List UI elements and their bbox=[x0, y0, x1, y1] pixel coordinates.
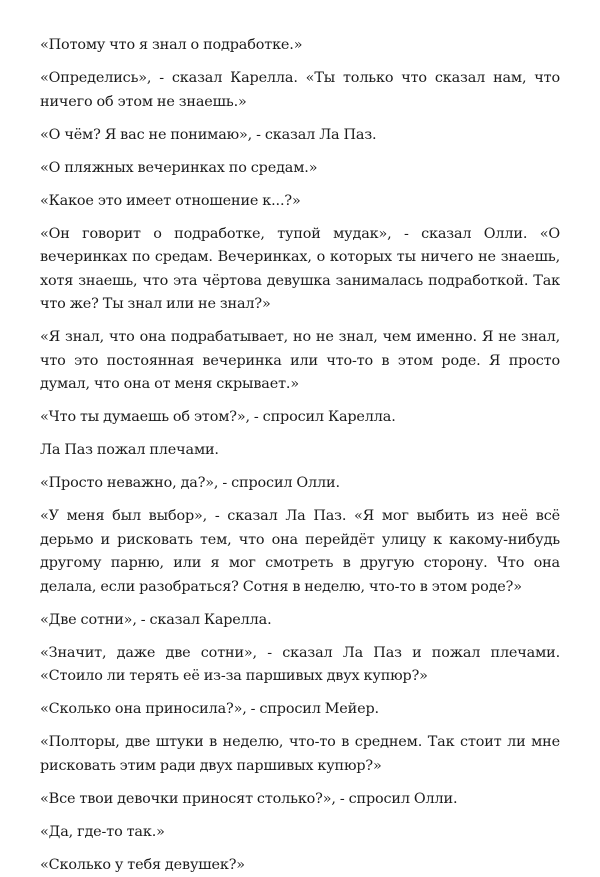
paragraph-5: «Какое это имеет отношение к...?» bbox=[40, 190, 560, 214]
paragraph-2: «Определись», - сказал Карелла. «Ты только что сказал нам, что ничего об этом не знаешь.» bbox=[40, 67, 560, 114]
paragraph-14: «Сколько она приносила?», - спросил Мейер. bbox=[40, 698, 560, 722]
paragraph-6: «Он говорит о подработке, тупой мудак», - сказал Олли. «О вечеринках по средам. Вечеринках, о которых ты ничего не знаешь, хотя знаешь, что эта чёртова девушка занималась подработкой. Так что же? Ты знал или не знал?» bbox=[40, 223, 560, 317]
paragraph-9: Ла Паз пожал плечами. bbox=[40, 439, 560, 463]
paragraph-15: «Полторы, две штуки в неделю, что-то в среднем. Так стоит ли мне рисковать этим ради двух паршивых купюр?» bbox=[40, 731, 560, 778]
paragraph-1: «Потому что я знал о подработке.» bbox=[40, 34, 560, 58]
paragraph-11: «У меня был выбор», - сказал Ла Паз. «Я мог выбить из неё всё дерьмо и рисковать тем, что она перейдёт улицу к какому-нибудь другому парню, или я мог смотреть в другую сторону. Что она делала, если разобраться? Сотня в неделю, что-то в этом роде?» bbox=[40, 505, 560, 599]
paragraph-12: «Две сотни», - сказал Карелла. bbox=[40, 609, 560, 633]
paragraph-8: «Что ты думаешь об этом?», - спросил Карелла. bbox=[40, 406, 560, 430]
paragraph-4: «О пляжных вечеринках по средам.» bbox=[40, 157, 560, 181]
paragraph-18: «Сколько у тебя девушек?» bbox=[40, 854, 560, 877]
paragraph-3: «О чём? Я вас не понимаю», - сказал Ла Паз. bbox=[40, 124, 560, 148]
paragraph-13: «Значит, даже две сотни», - сказал Ла Паз и пожал плечами. «Стоило ли терять её из-за паршивых двух купюр?» bbox=[40, 642, 560, 689]
paragraph-17: «Да, где-то так.» bbox=[40, 821, 560, 845]
paragraph-10: «Просто неважно, да?», - спросил Олли. bbox=[40, 472, 560, 496]
paragraph-16: «Все твои девочки приносят столько?», - спросил Олли. bbox=[40, 788, 560, 812]
paragraph-7: «Я знал, что она подрабатывает, но не знал, чем именно. Я не знал, что это постоянная вечеринка или что-то в этом роде. Я просто думал, что она от меня скрывает.» bbox=[40, 326, 560, 397]
